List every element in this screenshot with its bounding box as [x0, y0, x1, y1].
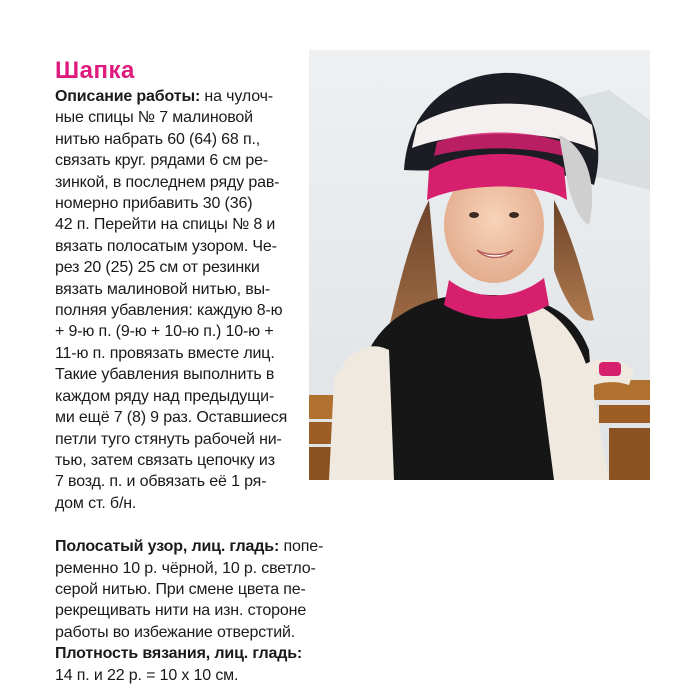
gauge-label: Плотность вязания, лиц. гладь:: [55, 645, 303, 663]
description-line: вязать малиновой нитью, вы-: [55, 280, 271, 298]
description-line: полняя убавления: каждую 8-ю: [55, 302, 283, 320]
section-spacer: [55, 514, 341, 536]
left-eye: [469, 212, 479, 218]
stripe-pattern-line: попе-: [279, 538, 324, 556]
description-line: тью, затем связать цепочку из: [55, 451, 275, 469]
description-line: 42 п. Перейти на спицы № 8 и: [55, 216, 276, 234]
gauge-section: [55, 643, 341, 686]
description-line: связать круг. рядами 6 см ре-: [55, 152, 269, 170]
description-line: каждом ряду над предыдущи-: [55, 387, 275, 405]
description-line: 7 возд. п. и обвязать её 1 ря-: [55, 473, 267, 491]
stripe-pattern-line: ременно 10 р. чёрной, 10 р. светло-: [55, 559, 316, 577]
description-line: на чулоч-: [200, 88, 273, 105]
stripe-pattern-line: работы во избежание отверстий.: [55, 623, 296, 641]
instructions-column: [55, 86, 341, 686]
description-line: нитью набрать 60 (64) 68 п.,: [55, 130, 261, 148]
description-section: [55, 86, 341, 514]
gauge-line: 14 п. и 22 р. = 10 х 10 см.: [55, 666, 239, 684]
photo-illustration: [309, 50, 650, 480]
description-line: номерно прибавить 30 (36): [55, 195, 253, 213]
description-line: рез 20 (25) 25 см от резинки: [55, 259, 260, 277]
description-label: Описание работы:: [55, 88, 201, 105]
girl-in-knitted-hat-photo: [309, 50, 650, 480]
stripe-pattern-line: серой нитью. При смене цвета пе-: [55, 580, 306, 598]
right-eye: [509, 212, 519, 218]
description-line: + 9-ю п. (9-ю + 10-ю п.) 10-ю +: [55, 323, 274, 341]
description-line: 11-ю п. провязать вместе лиц.: [55, 344, 275, 362]
description-line: ми ещё 7 (8) 9 раз. Оставшиеся: [55, 409, 288, 427]
description-line: петли туго стянуть рабочей ни-: [55, 430, 282, 448]
stripe-pattern-section: [55, 536, 341, 643]
description-line: зинкой, в последнем ряду рав-: [55, 173, 280, 191]
stripe-pattern-label: Полосатый узор, лиц. гладь:: [55, 538, 280, 556]
description-line: Такие убавления выполнить в: [55, 366, 275, 384]
description-line: ные спицы № 7 малиновой: [55, 109, 253, 127]
description-line: дом ст. б/н.: [55, 494, 137, 512]
stripe-pattern-line: рекрещивать нити на изн. стороне: [55, 602, 307, 620]
description-line: вязать полосатым узором. Че-: [55, 237, 277, 255]
page-title: Шапка: [55, 57, 135, 84]
